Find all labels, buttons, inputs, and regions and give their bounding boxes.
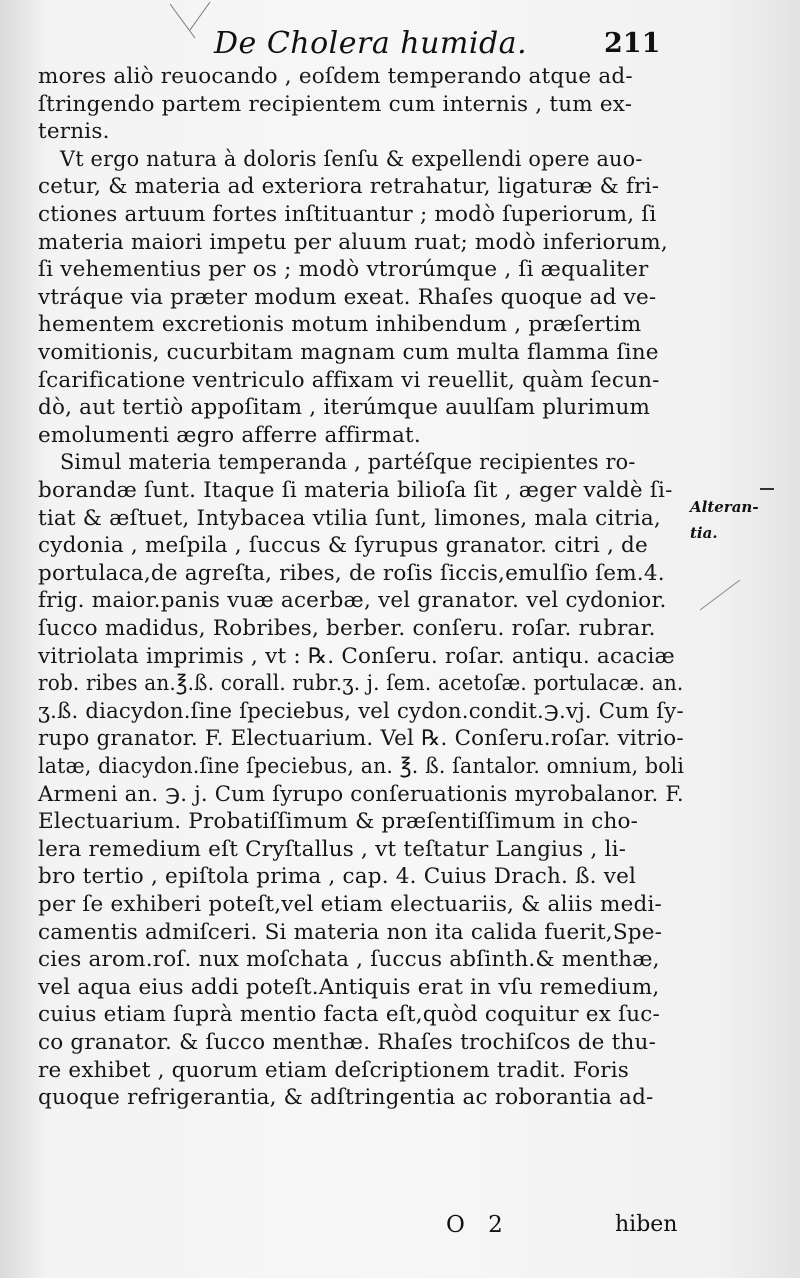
page-footer bbox=[0, 1212, 800, 1248]
margin-dash bbox=[760, 488, 774, 490]
text-line: latæ, diacydon.ſine ſpeciebus, an. ℥. ß. ſantalor. omnium, boli bbox=[38, 754, 685, 779]
text-line: mores aliò reuocando , eoſdem temperando atque ad- bbox=[38, 64, 633, 89]
text-line: lera remedium eſt Cryſtallus , vt teſtatur Langius , li- bbox=[38, 836, 627, 862]
pen-stroke bbox=[690, 560, 760, 630]
page-number: 211 bbox=[604, 28, 661, 59]
text-line: cetur, & materia ad exteriora retrahatur, ligaturæ & fri- bbox=[38, 174, 660, 200]
text-line: vel aqua eius addi poteſt.Antiquis erat in vſu remedium, bbox=[38, 974, 660, 1000]
text-line: Armeni an. ℈. j. Cum ſyrupo conſeruationis myrobalanor. F. bbox=[38, 781, 684, 807]
text-line: dò, aut tertiò appoſitam , iterúmque auulſam plurimum bbox=[38, 395, 651, 421]
text-line: Vt ergo natura à doloris ſenſu & expellendi opere auo- bbox=[60, 146, 643, 172]
text-line: portulaca,de agreſta, ribes, de roſis ſiccis,emulſio ſem.4. bbox=[38, 560, 665, 586]
margin-note-line: Alteran- bbox=[690, 498, 759, 516]
text-line: ternis. bbox=[38, 119, 110, 145]
text-line: rupo granator. F. Electuarium. Vel ℞. Conſeru.roſar. vitrio- bbox=[38, 726, 684, 752]
text-line: vtráque via præter modum exeat. Rhaſes quoque ad ve- bbox=[38, 284, 657, 310]
text-line: ſucco madidus, Robribes, berber. conſeru. roſar. rubrar. bbox=[38, 616, 656, 641]
text-line: borandæ ſunt. Itaque ſi materia bilioſa ſit , æger valdè ſi- bbox=[38, 478, 673, 503]
running-title: De Cholera humida. bbox=[214, 26, 528, 61]
text-line: co granator. & ſucco menthæ. Rhaſes trochiſcos de thu- bbox=[38, 1030, 657, 1055]
text-line: Electuarium. Probatiſſimum & præſentiſſimum in cho- bbox=[38, 809, 639, 835]
text-line: cies arom.roſ. nux moſchata , ſuccus abſinth.& menthæ, bbox=[38, 947, 660, 973]
text-line: cydonia , meſpila , ſuccus & ſyrupus granator. citri , de bbox=[38, 533, 648, 559]
margin-note bbox=[690, 494, 790, 546]
text-line: Simul materia temperanda , partéſque recipientes ro- bbox=[60, 450, 636, 476]
text-line: materia maiori impetu per aluum ruat; modò inferiorum, bbox=[38, 229, 668, 255]
text-line: bro tertio , epiſtola prima , cap. 4. Cuius Drach. ß. vel bbox=[38, 864, 637, 890]
text-line: emolumenti ægro afferre affirmat. bbox=[38, 422, 421, 448]
text-line: hementem excretionis motum inhibendum , præſertim bbox=[38, 312, 642, 338]
signature-mark: O 2 bbox=[446, 1212, 511, 1238]
text-line: ſi vehementius per os ; modò vtrorúmque , ſi æqualiter bbox=[38, 257, 649, 283]
text-line: rob. ribes an.℥.ß. corall. rubr.ʒ. j. ſem. acetoſæ. portulacæ. an. bbox=[38, 671, 684, 697]
text-line: ʒ.ß. diacydon.ſine ſpeciebus, vel cydon.condit.℈.vj. Cum ſy- bbox=[38, 698, 684, 724]
text-line: vomitionis, cucurbitam magnam cum multa flamma ſine bbox=[38, 340, 659, 365]
catchword: hiben bbox=[615, 1212, 678, 1237]
text-line: ctiones artuum fortes inſtituantur ; modò ſuperiorum, ſi bbox=[38, 202, 657, 227]
text-line: vitriolata imprimis , vt : ℞. Conſeru. roſar. antiqu. acaciæ bbox=[38, 643, 675, 669]
text-line: cuius etiam ſuprà mentio facta eſt,quòd coquitur ex ſuc- bbox=[38, 1002, 660, 1028]
text-line: frig. maior.panis vuæ acerbæ, vel granator. vel cydonior. bbox=[38, 588, 667, 614]
text-line: per ſe exhiberi poteſt,vel etiam electuariis, & aliis medi- bbox=[38, 892, 663, 917]
text-line: re exhibet , quorum etiam deſcriptionem tradit. Foris bbox=[38, 1057, 630, 1083]
text-line: ſtringendo partem recipientem cum internis , tum ex- bbox=[38, 91, 633, 117]
margin-note-line: tia. bbox=[690, 524, 718, 542]
text-line: camentis admiſceri. Si materia non ita calida fuerit,Spe- bbox=[38, 919, 663, 945]
text-line: tiat & æſtuet, Intybacea vtilia ſunt, limones, mala citria, bbox=[38, 505, 661, 531]
text-line: quoque refrigerantia, & adſtringentia ac roborantia ad- bbox=[38, 1085, 654, 1111]
text-line: ſcarificatione ventriculo affixam vi reuellit, quàm ſecun- bbox=[38, 367, 660, 393]
